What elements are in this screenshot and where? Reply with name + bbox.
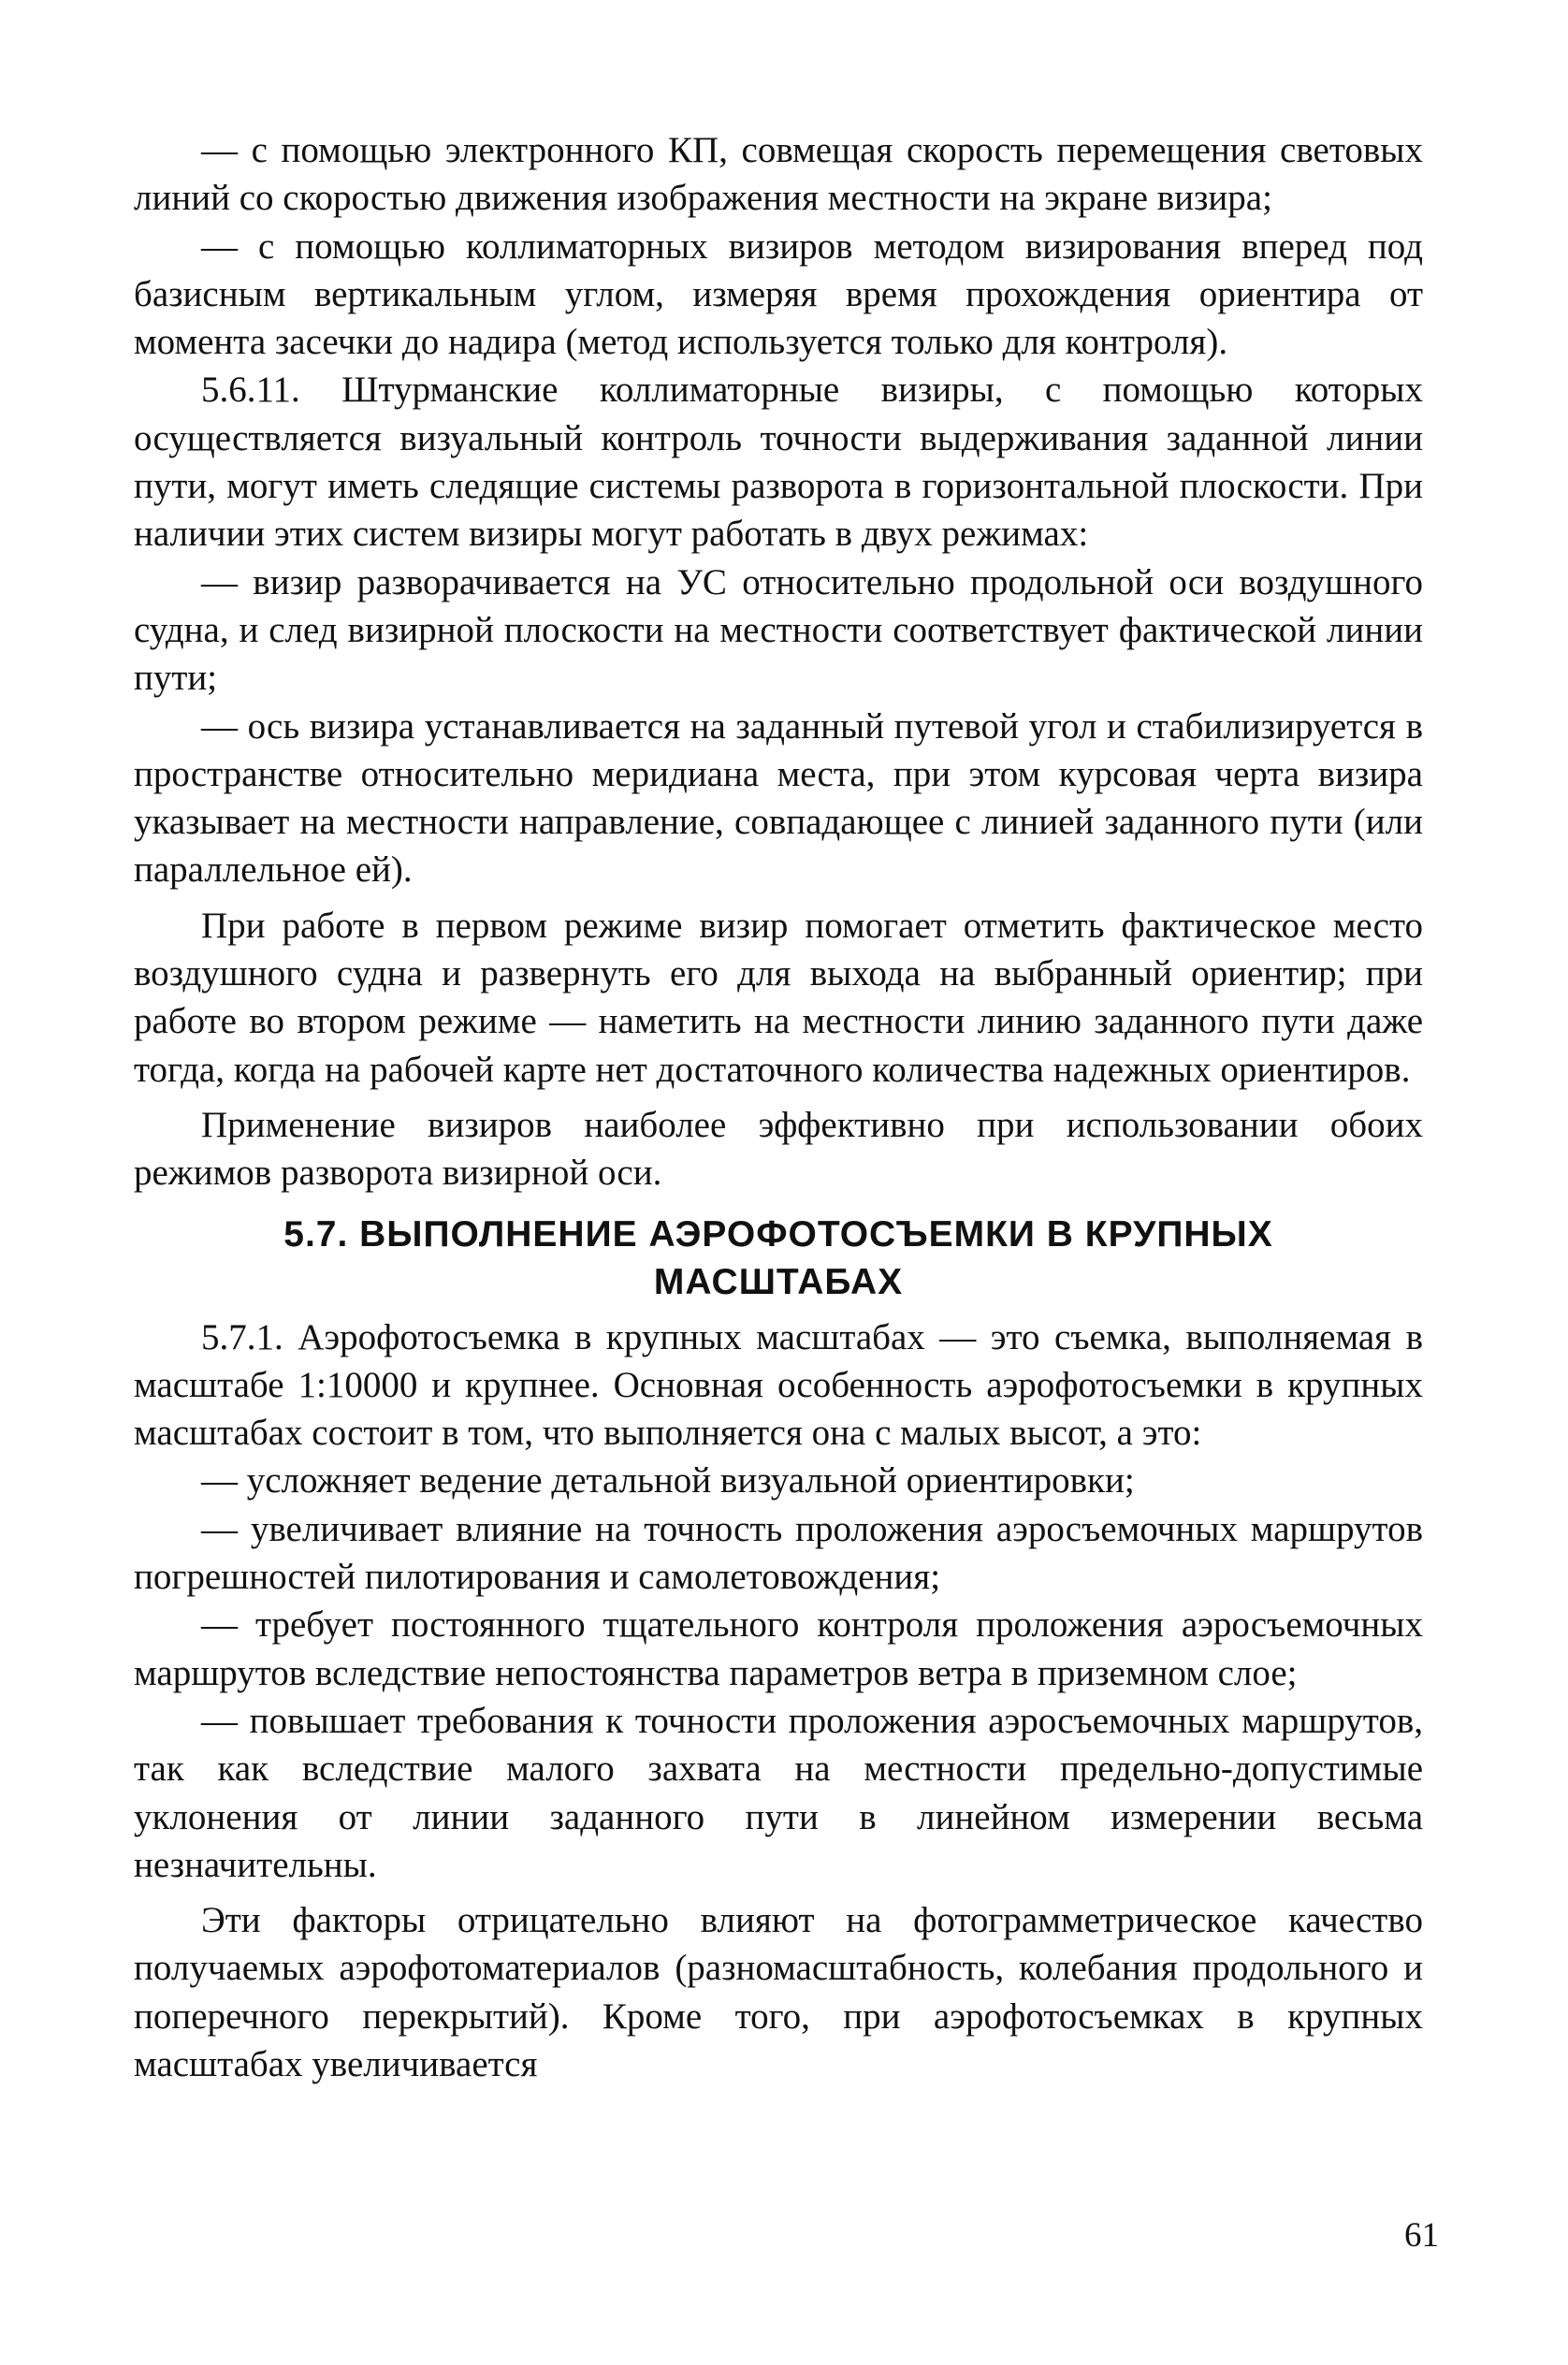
paragraph-5-6-11: 5.6.11. Штурманские коллиматорные визиры, с помощью которых осуществляется визуальный контроль точности выдерживания заданной линии пути, могут иметь следящие системы разворота в горизонтальной плоскости. При наличии этих систем визиры могут работать в двух режимах:	[134, 370, 1423, 555]
paragraph-wind-control: — требует постоянного тщательного контроля проложения аэросъемочных маршрутов вследствие непостоянства параметров ветра в приземном слое;	[134, 1604, 1423, 1693]
section-heading-line-2: МАСШТАБАХ	[653, 1261, 904, 1302]
paragraph-mode-two: — ось визира устанавливается на заданный путевой угол и стабилизируется в пространстве относительно меридиана места, при этом курсовая черта визира указывает на местности направление, совпадающее с линией заданного пути (или параллельное ей).	[134, 705, 1423, 891]
paragraph-accuracy-requirements: — повышает требования к точности проложения аэросъемочных маршрутов, так как вследствие малого захвата на местности предельно-допустимые уклонения от линии заданного пути в линейном измерении весьма незначительны.	[134, 1700, 1423, 1885]
paragraph-factors: Эти факторы отрицательно влияют на фотограмметрическое качество получаемых аэрофотоматериалов (разномасштабность, колебания продольного и поперечного перекрытий). Кроме того, при аэрофотосъемках в крупных масштабах увеличивается	[134, 1900, 1423, 2084]
paragraph-collimator-method: — с помощью коллиматорных визиров методом визирования вперед под базисным вертикальным углом, измеряя время прохождения ориентира от момента засечки до надира (метод используется только для контроля).	[134, 225, 1423, 363]
paragraph-5-7-1: 5.7.1. Аэрофотосъемка в крупных масштабах — это съемка, выполняемая в масштабе 1:10000 и крупнее. Основная особенность аэрофотосъемки в крупных масштабах состоит в том, что выполняется она с малых высот, а это:	[134, 1316, 1423, 1454]
paragraph-modes-usage: При работе в первом режиме визир помогает отметить фактическое место воздушного судна и развернуть его для выхода на выбранный ориентир; при работе во втором режиме — наметить на местности линию заданного пути даже тогда, когда на рабочей карте нет достаточного количества надежных ориентиров.	[134, 905, 1423, 1090]
section-heading	[134, 1211, 1423, 1306]
paragraph-orientation: — усложняет ведение детальной визуальной ориентировки;	[201, 1460, 1135, 1502]
paragraph-piloting-errors: — увеличивает влияние на точность проложения аэросъемочных маршрутов погрешностей пилотирования и самолетовождения;	[134, 1508, 1423, 1598]
paragraph-sight-efficiency: Применение визиров наиболее эффективно при использовании обоих режимов разворота визирной оси.	[134, 1104, 1423, 1194]
paragraph-kp-method: — с помощью электронного КП, совмещая скорость перемещения световых линий со скоростью движения изображения местности на экране визира;	[134, 130, 1423, 219]
paragraph-mode-one: — визир разворачивается на УС относительно продольной оси воздушного судна, и след визирной плоскости на местности соответствует фактической линии пути;	[134, 561, 1423, 699]
page-body	[134, 126, 1423, 2088]
section-heading-line-1: 5.7. ВЫПОЛНЕНИЕ АЭРОФОТОСЪЕМКИ В КРУПНЫХ	[283, 1213, 1273, 1255]
page-number: 61	[1404, 2216, 1439, 2255]
